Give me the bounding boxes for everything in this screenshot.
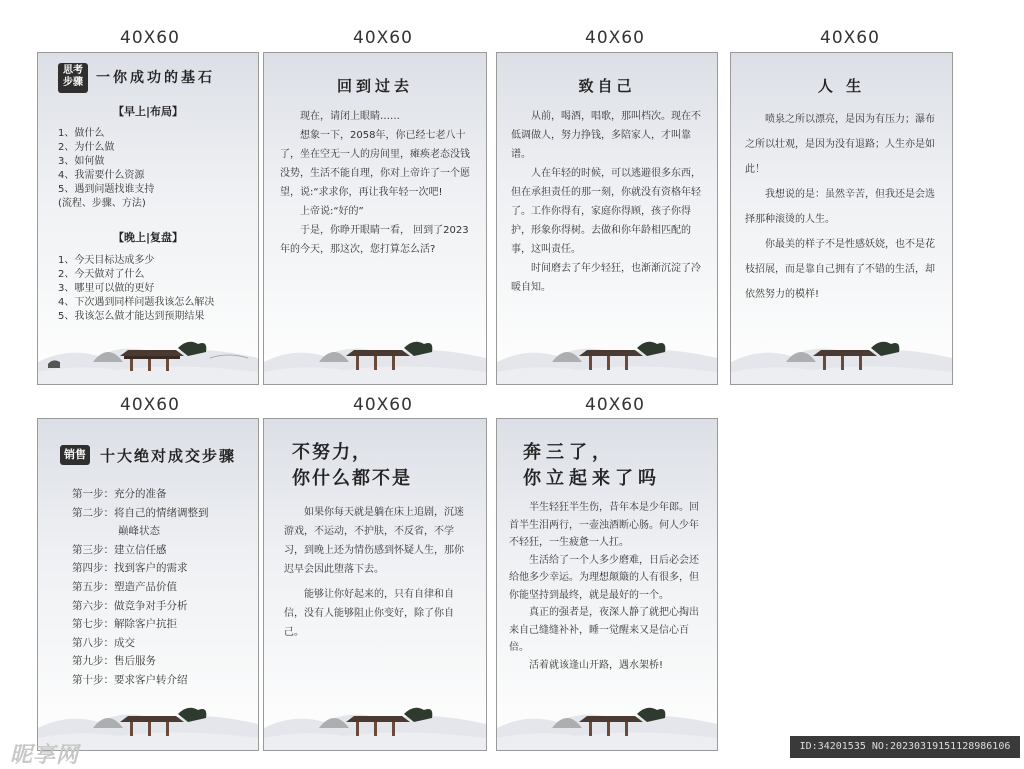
list-item: (流程、步骤、方法): [58, 198, 146, 209]
list-item: 第七步：解除客户抗拒: [72, 618, 177, 631]
paragraph: 真正的强者是，夜深人静了就把心掏出来自己缝缝补补，睡一觉醒来又是信心百倍。: [509, 607, 699, 653]
paragraph: 从前，喝酒，唱歌，那叫档次。现在不低调做人，努力挣钱，多陪家人，才叫靠谱。: [511, 111, 701, 160]
board-sales-steps: [37, 418, 259, 751]
board4-body: [745, 107, 941, 307]
list-item: 第十步：要求客户转介绍: [72, 673, 188, 686]
paragraph: 如果你每天就是躺在床上追剧，沉迷游戏，不运动，不护肤，不反省，不学习，到晚上还为情伤感到怀疑人生，那你迟早会因此堕落下去。: [284, 507, 464, 575]
paragraph: 生活给了一个人多少磨难，日后必会还给他多少幸运。为理想颠簸的人有很多，但你能坚持到最终，就是最好的一个。: [509, 554, 699, 601]
board7-title-line1: 奔三了，: [523, 442, 615, 463]
pavilion-scene-illustration: [264, 322, 486, 384]
size-label-3: 40X60: [585, 28, 645, 48]
list-item: 第五步：塑造产品价值: [72, 580, 177, 593]
list-item: 第二步：将自己的情绪调整到: [72, 506, 209, 519]
list-item: 第九步：售后服务: [72, 655, 156, 668]
list-item: 5、我该怎么做才能达到预期结果: [58, 311, 205, 322]
board2-body: [280, 107, 470, 259]
pavilion-scene-illustration: [731, 322, 952, 384]
board-back-to-past: [263, 52, 487, 385]
board6-title-line1: 不努力，: [292, 442, 372, 463]
board7-body: [509, 499, 707, 674]
board6-title-line2: 你什么都不是: [292, 468, 412, 489]
list-item: 第六步：做竞争对手分析: [72, 599, 188, 612]
paragraph: 你最美的样子不是性感妖娆，也不是花枝招展，而是靠自己拥有了不错的生活，却依然努力的模样!: [745, 239, 935, 300]
board-life: [730, 52, 953, 385]
morning-section-title: 【早上|布局】: [112, 105, 184, 118]
paragraph: 我想说的是：虽然辛苦，但我还是会选择那种滚烫的人生。: [745, 189, 935, 225]
list-item: 1、做什么: [58, 128, 105, 139]
size-label-7: 40X60: [585, 395, 645, 415]
board-to-myself: [496, 52, 718, 385]
list-item: 3、哪里可以做的更好: [58, 283, 155, 294]
paragraph: 想象一下，2058年，你已经七老八十了，坐在空无一人的房间里，瘫痪老态没钱没势，生活不能自理，你对上帝许了一个愿望，说:“求求你，再让我年轻一次吧!: [280, 130, 470, 198]
board4-title: 人 生: [817, 77, 866, 95]
list-item: 5、遇到问题找谁支持: [58, 184, 155, 195]
board-success-foundation: [37, 52, 259, 385]
pavilion-scene-illustration: [497, 322, 717, 384]
size-label-1: 40X60: [120, 28, 180, 48]
morning-list: [58, 127, 154, 211]
paragraph: 人在年轻的时候，可以逃避很多东西，但在承担责任的那一刻，你就没有资格年轻了。工作你得有，家庭你得顾，孩子你得护，形象你得树。去做和你年龄相匹配的事，这叫责任。: [511, 168, 701, 255]
pavilion-scene-illustration: [38, 322, 258, 384]
list-item: 4、下次遇到同样问题我该怎么解决: [58, 297, 215, 308]
thinking-steps-badge: 思考 步骤: [58, 63, 88, 93]
board-not-trying: [263, 418, 487, 751]
sales-steps-list: [72, 485, 209, 690]
list-item: 4、我需要什么资源: [58, 170, 145, 181]
list-item: 巅峰状态: [118, 525, 160, 538]
list-item: 2、为什么做: [58, 142, 115, 153]
paragraph: 活着就该逢山开路，遇水架桥!: [529, 659, 664, 671]
paragraph: 于是，你睁开眼睛一看， 回到了2023年的今天，那这次，您打算怎么活?: [280, 225, 469, 255]
size-label-5: 40X60: [120, 395, 180, 415]
board3-body: [511, 107, 705, 297]
paragraph: 喷泉之所以漂亮，是因为有压力；瀑布之所以壮观，是因为没有退路；人生亦是如此！: [745, 114, 935, 175]
size-label-6: 40X60: [353, 395, 413, 415]
list-item: 第三步：建立信任感: [72, 543, 167, 556]
list-item: 1、今天目标达成多少: [58, 255, 155, 266]
site-watermark: 昵享网: [10, 743, 80, 768]
board7-title-line2: 你立起来了吗: [523, 468, 661, 489]
board3-title: 致自己: [578, 77, 636, 95]
list-item: 第八步：成交: [72, 636, 135, 649]
image-id-watermark: ID:34201535 NO:20230319151128986106: [790, 736, 1020, 758]
list-item: 3、如何做: [58, 156, 105, 167]
paragraph: 能够让你好起来的，只有自律和自信，没有人能够阻止你变好，除了你自己。: [284, 589, 454, 638]
list-item: 第四步：找到客户的需求: [72, 562, 188, 575]
board2-title: 回到过去: [336, 77, 413, 95]
sales-badge: 销售: [60, 445, 90, 465]
evening-list: [58, 254, 214, 324]
paragraph: 半生轻狂半生伤，昔年本是少年郎。回首半生泪两行，一壶浊酒断心肠。何人少年不轻狂，一生疲惫一人扛。: [509, 502, 699, 548]
size-label-2: 40X60: [353, 28, 413, 48]
board6-body: [284, 503, 464, 642]
board-thirty: [496, 418, 718, 751]
size-label-4: 40X60: [820, 28, 880, 48]
paragraph: 上帝说:“好的”: [300, 206, 364, 217]
evening-section-title: 【晚上|复盘】: [112, 231, 184, 244]
pavilion-scene-illustration: [264, 688, 486, 750]
list-item: 第一步：充分的准备: [72, 488, 167, 500]
board5-title: 十大绝对成交步骤: [100, 447, 237, 465]
list-item: 2、今天做对了什么: [58, 269, 145, 280]
board1-title: 一你成功的基石: [96, 70, 215, 86]
pavilion-scene-illustration: [497, 688, 717, 750]
paragraph: 现在，请闭上眼睛……: [300, 111, 400, 122]
paragraph: 时间磨去了年少轻狂，也渐渐沉淀了冷暖自知。: [511, 263, 701, 293]
